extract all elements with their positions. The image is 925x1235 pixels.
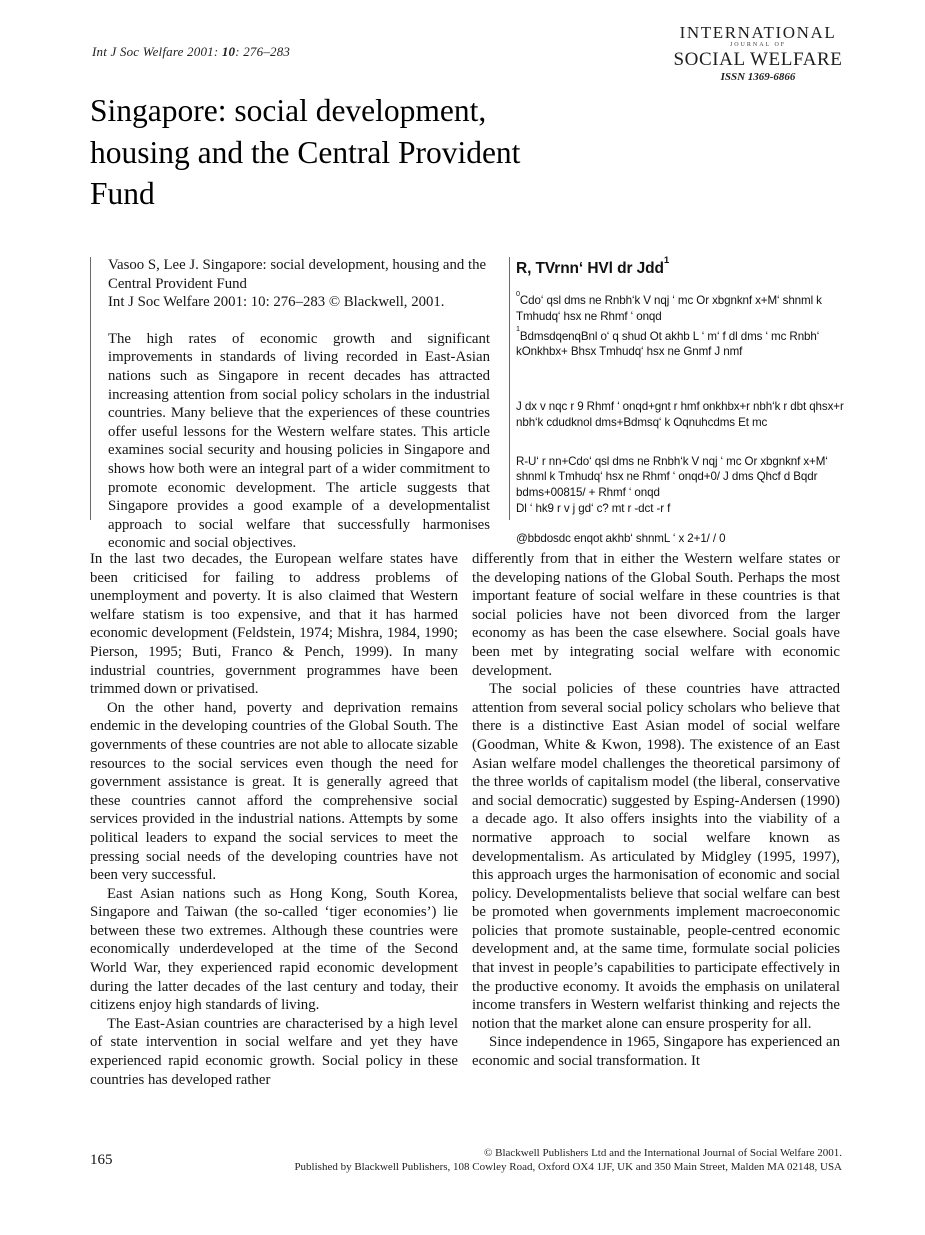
article-title-line2: housing and the Central Provident (90, 134, 521, 170)
article-title-line3: Fund (90, 176, 155, 211)
running-head (92, 44, 290, 60)
copyright-line1: © Blackwell Publishers Ltd and the International Journal of Social Welfare 2001. (484, 1147, 842, 1159)
abstract-column-divider (509, 257, 510, 520)
affiliation-1-sup: 1 (516, 324, 520, 334)
paragraph: On the other hand, poverty and deprivation remains endemic in the developing countries of the Global South. The governments of these countries are not able to allocate sizable resources to the social services even though the need for government assistance is great. It is generally agreed that these countries cannot afford the comprehensive social services provided in the industrial nations. Attempts by some political leaders to expand the social services to meet the pressing social needs of the developing countries have not been very successful. (90, 699, 458, 884)
copyright-line2: Published by Blackwell Publishers, 108 Cowley Road, Oxford OX4 1JF, UK and 350 Main Street, Malden MA 02148, USA (294, 1161, 842, 1173)
logo-social-welfare: SOCIAL WELFARE (673, 49, 843, 70)
abstract-citation: Vasoo S, Lee J. Singapore: social development, housing and the Central Provident Fund (108, 257, 487, 292)
copyright-notice (282, 1146, 842, 1174)
paragraph: differently from that in either the Western welfare states or the developing nations of the Global South. Perhaps the most important feature of social welfare in these countries is that social policies have not been divorced from the larger economy as has been the case elsewhere. Social goals have been met by integrating social welfare with economic development. (472, 551, 840, 679)
running-head-volume: 10 (221, 44, 236, 59)
affiliation-1-text: BdmsdqenqBnl o‘ q shud Ot akhb L ‘ m‘ f dl dms ‘ mc Rnbh‘ kOnkhbx+ Bhsx Tmhudq‘ hsx ne Gnmf J nmf (516, 329, 820, 359)
author-names (516, 256, 846, 278)
abstract-left-rule (90, 257, 91, 520)
author-panel (516, 256, 846, 547)
running-head-pages: : 276–283 (235, 44, 291, 59)
correspondence-email: Dl ‘ hk9 r v j gd‘ c? mt r -dct -r f (516, 502, 671, 516)
keywords: J dx v nqc r 9 Rhmf ‘ onqd+gnt r hmf onkhbx+r nbh‘k r dbt qhsx+r nbh‘k cdudknol dms+Bdmsq‘ k Oqnuhcdms Et mc (516, 400, 844, 429)
article-title (90, 90, 690, 215)
author-names-text: R, TVrnn‘ HVl dr Jdd (516, 260, 664, 278)
body-column-left (90, 550, 458, 1089)
article-title-line1: Singapore: social development, (90, 93, 487, 128)
accepted-date: @bbdosdc enqot akhb‘ shnmL ‘ x 2+1/ / 0 (516, 531, 726, 545)
correspondence-address: R-U‘ r nn+Cdo‘ qsl dms ne Rnbh‘k V nqj ‘ mc Or xbgnknf x+M‘ shnml k Tmhudq‘ hsx ne Rhmf ‘ onqd+0/ J dms Qhcf d Bqdr bdms+00815/ + Rhmf ‘ onqd (516, 454, 828, 500)
author-names-sup: 1 (663, 254, 670, 266)
body-column-right (472, 550, 840, 1071)
affiliation-1 (516, 325, 846, 360)
journal-logo (672, 24, 844, 84)
affiliation-0 (516, 289, 846, 324)
abstract-column (108, 256, 490, 553)
running-head-prefix: Int J Soc Welfare 2001: (92, 44, 222, 59)
paragraph: East Asian nations such as Hong Kong, South Korea, Singapore and Taiwan (the so-called ‘tiger economies’) lie between these two extremes. Although these countries were economically underdeveloped at the time of the Second World War, they experienced rapid economic development during the latter decades of the last century and today, their citizens enjoy high standards of living. (90, 885, 458, 1014)
abstract-source: Int J Soc Welfare 2001: 10: 276–283 © Blackwell, 2001. (108, 294, 445, 311)
abstract-text: The high rates of economic growth and significant improvements in standards of living recorded in East-Asian nations such as Singapore in recent decades has attracted increasing attention from social policy scholars in the industrial countries. Many believe that the experiences of these countries offer useful lessons for the Western welfare states. This article examines social security and housing policies in Singapore and shows how both were an integral part of a wider commitment to promote economic development. The article suggests that Singapore provides a good example of a developmentalist approach to social welfare that successfully harmonises economic and social objectives. (108, 330, 490, 552)
logo-journal-of: JOURNAL OF (729, 42, 787, 48)
paragraph: In the last two decades, the European welfare states have been criticised for failing to address problems of unemployment and poverty. It is also claimed that Western welfare statism is too expensive, and that it has harmed economic development (Feldstein, 1974; Mishra, 1984, 1990; Pierson, 1995; Buti, Franco & Pench, 1999). In many industrial countries, government programmes have been trimmed down or privatised. (90, 551, 458, 698)
paragraph: Since independence in 1965, Singapore has experienced an economic and social transformation. It (472, 1034, 840, 1070)
paragraph: The East-Asian countries are characterised by a high level of state intervention in social welfare and yet they have experienced rapid economic growth. Social policy in these countries has developed rather (90, 1015, 458, 1088)
affiliation-0-text: Cdo‘ qsl dms ne Rnbh‘k V nqj ‘ mc Or xbgnknf x+M‘ shnml k Tmhudq‘ hsx ne Rhmf ‘ onqd (516, 294, 822, 323)
logo-international: INTERNATIONAL (679, 23, 837, 42)
paragraph: The social policies of these countries have attracted attention from several social policy scholars who believe that there is a distinctive East Asian model of social welfare (Goodman, White & Kwon, 1998). The existence of an East Asian welfare model challenges the theoretical parsimony of the three worlds of capitalism model (the liberal, conservative and social democratic) suggested by Esping-Andersen (1990) a decade ago. It also offers insights into the viability of a normative approach to social welfare known as developmentalism. As articulated by Midgley (1995, 1997), this approach urges the harmonisation of economic and social policy. Developmentalists believe that social welfare can best be promoted when governments implement macroeconomic policies that promote sustainable, people-centred economic development and, at the same time, formulate social policies that invest in people’s capabilities to participate effectively in the productive economy. It avoids the emphasis on unilateral income transfers in Western welfarist thinking and rejects the notion that the market alone can ensure prosperity for all. (472, 681, 840, 1032)
affiliation-0-sup: 0 (516, 288, 520, 298)
page-number: 165 (90, 1152, 113, 1168)
logo-issn: ISSN 1369-6866 (720, 71, 796, 83)
